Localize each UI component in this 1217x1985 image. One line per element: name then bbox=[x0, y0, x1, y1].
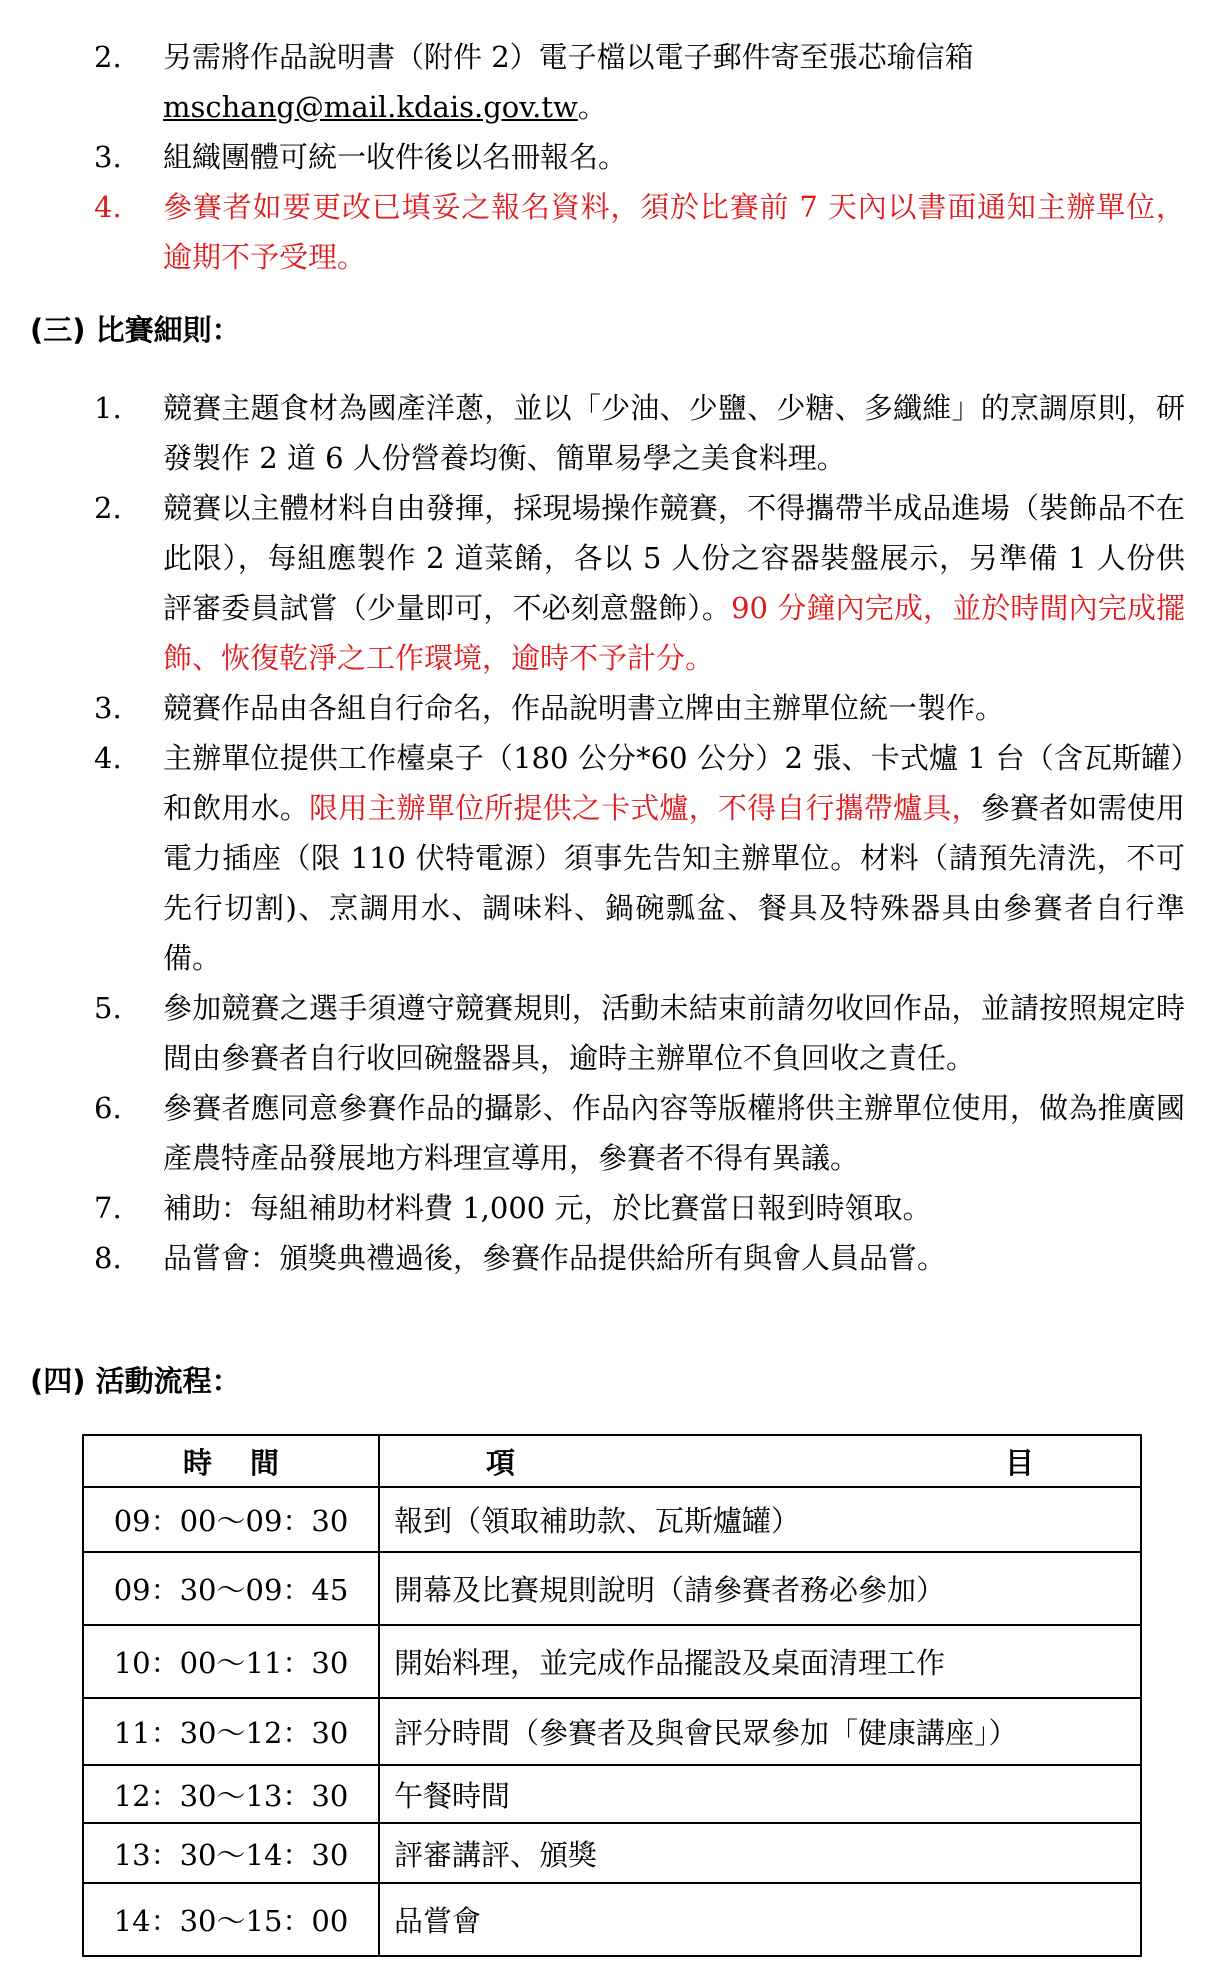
list-item bbox=[0, 32, 1217, 132]
list-item bbox=[0, 132, 1217, 182]
list-item bbox=[0, 683, 1217, 733]
column-header-item: 項 目 bbox=[379, 1435, 1141, 1487]
time-cell: 13：30～14：30 bbox=[83, 1823, 379, 1883]
item-cell: 報到（領取補助款、瓦斯爐罐） bbox=[379, 1487, 1141, 1552]
item-text: 參賽者應同意參賽作品的攝影、作品內容等版權將供主辦單位使用，做為推廣國產農特產品發展地方料理宣導用，參賽者不得有異議。 bbox=[163, 1091, 1185, 1175]
time-cell: 09：00～09：30 bbox=[83, 1487, 379, 1552]
table-row bbox=[83, 1552, 1141, 1625]
item-text: 競賽以主體材料自由發揮，採現場操作競賽，不得攜帶半成品進場（裝飾品不在此限），每組應製作 2 道菜餚，各以 5 人份之容器裝盤展示，另準備 1 人份供評審委員試嘗（少量即可，不必刻意盤飾）。90 分鐘內完成，並於時間內完成擺飾、恢復乾淨之工作環境，逾時不予計分。 bbox=[163, 491, 1185, 675]
table-row bbox=[83, 1823, 1141, 1883]
list-item bbox=[0, 1233, 1217, 1283]
item-number: 8. bbox=[94, 1241, 122, 1275]
item-number: 6. bbox=[94, 1091, 122, 1125]
item-text: 競賽主題食材為國產洋蔥，並以「少油、少鹽、少糖、多纖維」的烹調原則，研發製作 2 道 6 人份營養均衡、簡單易學之美食料理。 bbox=[163, 391, 1185, 475]
item-cell: 午餐時間 bbox=[379, 1765, 1141, 1823]
schedule-table bbox=[82, 1434, 1142, 1957]
table-row bbox=[83, 1883, 1141, 1956]
item-text: 組織團體可統一收件後以名冊報名。 bbox=[163, 140, 628, 174]
section-heading-schedule: (四) 活動流程： bbox=[30, 1364, 241, 1398]
item-text: 品嘗會：頒獎典禮過後，參賽作品提供給所有與會人員品嘗。 bbox=[163, 1241, 947, 1275]
item-number: 3. bbox=[94, 140, 122, 174]
list-item bbox=[0, 182, 1217, 282]
table-row bbox=[83, 1698, 1141, 1765]
item-number: 3. bbox=[94, 691, 122, 725]
registration-list bbox=[0, 32, 1217, 282]
list-item bbox=[0, 983, 1217, 1083]
item-number: 7. bbox=[94, 1191, 122, 1225]
item-text: 另需將作品說明書（附件 2）電子檔以電子郵件寄至張芯瑜信箱 mschang@mail.kdais.gov.tw。 bbox=[163, 40, 974, 124]
highlight-text: 限用主辦單位所提供之卡式爐，不得自行攜帶爐具， bbox=[309, 791, 981, 825]
item-number: 2. bbox=[94, 491, 122, 525]
time-cell: 14：30～15：00 bbox=[83, 1883, 379, 1956]
item-cell: 評審講評、頒獎 bbox=[379, 1823, 1141, 1883]
item-text: 補助：每組補助材料費 1,000 元，於比賽當日報到時領取。 bbox=[163, 1191, 932, 1225]
time-cell: 12：30～13：30 bbox=[83, 1765, 379, 1823]
item-number: 4. bbox=[94, 190, 122, 224]
column-header-time: 時間 bbox=[83, 1435, 379, 1487]
item-cell: 品嘗會 bbox=[379, 1883, 1141, 1956]
list-item bbox=[0, 1083, 1217, 1183]
table-row bbox=[83, 1765, 1141, 1823]
item-cell: 評分時間（參賽者及與會民眾參加「健康講座」） bbox=[379, 1698, 1141, 1765]
time-cell: 09：30～09：45 bbox=[83, 1552, 379, 1625]
item-text: 主辦單位提供工作檯桌子（180 公分*60 公分）2 張、卡式爐 1 台（含瓦斯罐）和飲用水。限用主辦單位所提供之卡式爐，不得自行攜帶爐具，參賽者如需使用電力插座（限 110 伏特電源）須事先告知主辦單位。材料（請預先清洗，不可先行切割)、烹調用水、調味料、鍋碗瓢盆、餐具及特殊器具由參賽者自行準備。 bbox=[163, 741, 1185, 975]
item-number: 5. bbox=[94, 991, 122, 1025]
rules-list bbox=[0, 383, 1217, 1283]
section-heading-rules: (三) 比賽細則： bbox=[30, 313, 241, 347]
item-text: 競賽作品由各組自行命名，作品說明書立牌由主辦單位統一製作。 bbox=[163, 691, 1005, 725]
item-number: 4. bbox=[94, 741, 122, 775]
email-link[interactable]: mschang@mail.kdais.gov.tw bbox=[163, 90, 578, 124]
item-text: 參賽者如要更改已填妥之報名資料，須於比賽前 7 天內以書面通知主辦單位，逾期不予受理。 bbox=[163, 190, 1185, 274]
table-header-row bbox=[83, 1435, 1141, 1487]
item-cell: 開幕及比賽規則說明（請參賽者務必參加） bbox=[379, 1552, 1141, 1625]
time-cell: 10：00～11：30 bbox=[83, 1625, 379, 1698]
item-number: 2. bbox=[94, 40, 122, 74]
list-item bbox=[0, 383, 1217, 483]
list-item bbox=[0, 1183, 1217, 1233]
list-item bbox=[0, 483, 1217, 683]
time-cell: 11：30～12：30 bbox=[83, 1698, 379, 1765]
item-text: 參加競賽之選手須遵守競賽規則，活動未結束前請勿收回作品，並請按照規定時間由參賽者自行收回碗盤器具，逾時主辦單位不負回收之責任。 bbox=[163, 991, 1185, 1075]
list-item bbox=[0, 733, 1217, 983]
table-row bbox=[83, 1487, 1141, 1552]
item-number: 1. bbox=[94, 391, 122, 425]
highlight-text: 90 分鐘內完成，並於時間內完成擺飾、恢復乾淨之工作環境，逾時不予計分。 bbox=[163, 591, 1185, 675]
table-row bbox=[83, 1625, 1141, 1698]
item-cell: 開始料理，並完成作品擺設及桌面清理工作 bbox=[379, 1625, 1141, 1698]
